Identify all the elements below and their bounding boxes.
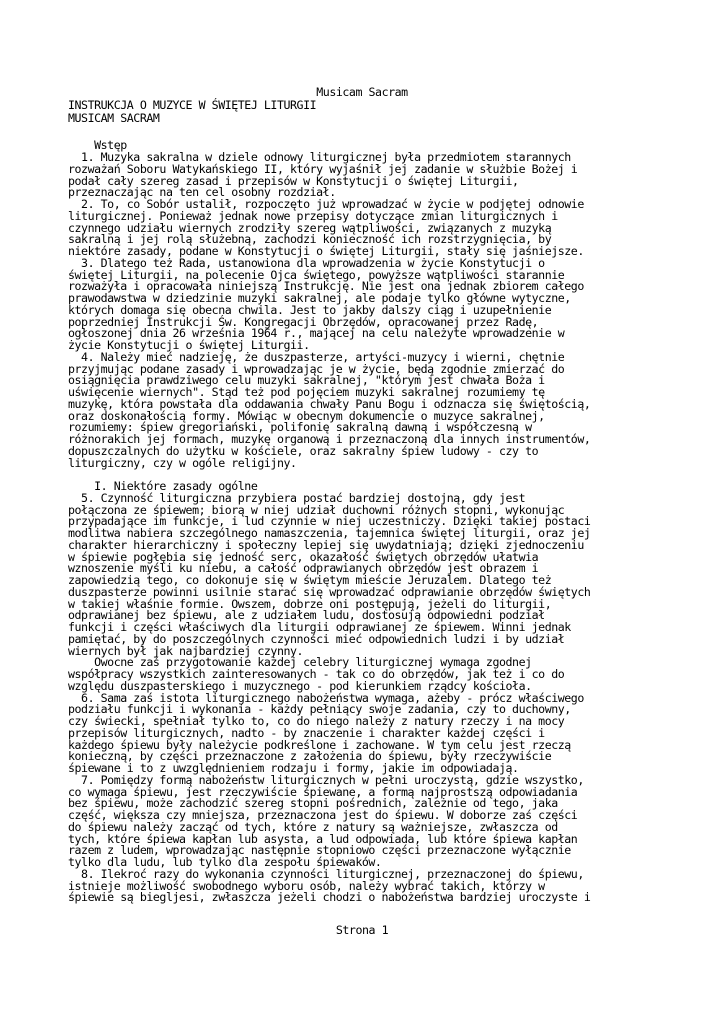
text-line: 6. Sama zaś istota liturgicznego nabożeństwa wymaga, ażeby - prócz właściwego [68,690,584,705]
text-line: świętej Liturgii, na polecenie Ojca świętego, powyższe wątpliwości starannie [68,267,565,282]
text-line: rozważyła i opracowała niniejszą Instrukcję. Nie jest ona jednak zbiorem całego [68,279,584,294]
text-line: modlitwa nabiera szczególnego namaszczenia, tajemnica świętej liturgii, oraz jej [68,526,591,540]
document-subtitle: MUSICAM SACRAM [68,111,160,125]
text-line: podziału funkcji i wykonania - każdy pełniący swoje zadania, czy to duchowny, [68,702,571,717]
text-line: przyjmując podane zasady i wprowadzając je w życie, będą zgodnie zmierzać do [68,361,565,376]
page-number: Strona 1 [335,923,389,937]
text-line: 2. To, co Sobór ustalił, rozpoczęto już wprowadzać w życie w podjętej odnowie [68,197,584,211]
text-line: prawodawstwa w dziedzinie muzyki sakralnej, ale podaje tylko główne wytyczne, [68,291,571,305]
text-line: duszpasterze powinni usilnie starać się wprowadzać odprawianie obrzędów świętych [68,584,591,599]
text-line: 4. Należy mieć nadzieję, że duszpasterze, artyści-muzycy i wierni, chętnie [68,349,565,364]
text-line: połączona ze śpiewem; biorą w niej udział duchowni różnych stopni, wykonując [68,502,565,517]
text-line: odprawianej bez śpiewu, ale z udziałem ludu, dostosują odpowiedni podział [68,608,545,623]
text-line: śpiewie są biegljesi, zwłaszcza jeżeli chodzi o nabożeństwa bardziej uroczyste i [68,890,591,905]
text-line: przeznaczając na ten cel osobny rozdział. [68,185,336,200]
text-line: I. Niektóre zasady ogólne [68,479,258,493]
text-line: poprzedniej Instrukcji Św. Kongregacji Obrzędów, opracowanej przez Radę, [68,314,539,329]
text-line: liturgicznej. Ponieważ jednak nowe przepisy dotyczące zmian liturgicznych i [68,208,558,223]
text-line: tylko dla ludu, lub tylko dla zespołu śpiewaków. [68,855,382,869]
text-line: liturgiczny, czy w ogóle religijny. [68,455,297,470]
text-line: niektóre zasady, podane w Konstytucji o świętej Liturgii, stały się jaśniejsze. [68,244,584,258]
text-line: co wymaga śpiewu, jest rzeczywiście śpiewane, a formą najprostszą odpowiadania [68,784,578,799]
text-line: podał cały szereg zasad i przepisów w Konstytucji o świętej Liturgii, [68,173,519,188]
text-line: rozważań Soboru Watykańskiego II, który wyjaśnił jej zadanie w służbie Bożej i [68,161,578,176]
text-line: czy świecki, spełniał tylko to, co do niego należy z natury rzeczy i na mocy [68,714,565,728]
text-line: ogłoszonej dnia 26 września 1964 r., mającej na celu należyte wprowadzenie w [68,326,565,341]
text-line: rozumiemy: śpiew gregoriański, polifonię sakralną dawną i współczesną w [68,420,532,435]
page-title: Musicam Sacram [316,85,408,99]
text-line: istnieje możliwość swobodnego wyboru osób, należy wybrać takich, którzy w [68,878,545,893]
text-line: charakter hierarchiczny i społeczny lepiej się uwydatniają; dzięki zjednoczeniu [68,537,584,552]
text-line: osiągnięcia prawdziwego celu muzyki sakralnej, "którym jest chwała Boża i [68,373,545,388]
text-line: konieczną, by części przeznaczone z założenia do śpiewu, były rzeczywiście [68,749,552,764]
text-line: 8. Ilekroć razy do wykonania czynności liturgicznej, przeznaczonej do śpiewu, [68,866,584,881]
text-line: śpiewane i to z uwzględnieniem rodzaju i formy, jakie im odpowiadają. [68,761,519,775]
text-line: część, większa czy mniejsza, przeznaczona jest do śpiewu. W doborze zaś części [68,808,578,822]
text-line: każdego śpiewu były należycie podkreślone i zachowane. W tym celu jest rzeczą [68,737,571,752]
text-line: zapowiedzią tego, co dokonuje się w świętym mieście Jeruzalem. Dlatego też [68,573,552,587]
text-line: do śpiewu należy zacząć od tych, które z natury są ważniejsze, zwłaszcza od [68,819,558,834]
text-line: w takiej właśnie formie. Owszem, dobrze oni postępują, jeżeli do liturgii, [68,596,552,611]
text-line: funkcji i części właściwych dla liturgii odprawianej ze śpiewem. Winni jednak [68,620,571,634]
text-line: pamiętać, by do poszczególnych czynności mieć odpowiednich ludzi i by udział [68,631,565,646]
text-line: względu duszpasterskiego i muzycznego - pod kierunkiem rządcy kościoła. [68,678,532,693]
text-line: uświęcenie wiernych". Stąd też pod pojęciem muzyki sakralnej rozumiemy tę [68,385,545,399]
text-line: których domaga się obecna chwila. Jest to jakby dalszy ciąg i uzupełnienie [68,302,552,317]
text-line: Owocne zaś przygotowanie każdej celebry liturgicznej wymaga zgodnej [68,655,532,670]
document-title: INSTRUKCJA O MUZYCE W ŚWIĘTEJ LITURGII [68,98,317,112]
text-line: Wstęp [68,138,127,153]
text-line: współpracy wszystkich zainteresowanych - tak co do obrzędów, jak też i co do [68,667,565,681]
text-line: dopuszczalnych do użytku w kościele, oraz sakralny śpiew ludowy - czy to [68,443,539,458]
text-line: różnorakich jej formach, muzykę organową i przeznaczoną dla innych instrumentów, [68,432,591,446]
text-line: 5. Czynność liturgiczna przybiera postać bardziej dostojną, gdy jest [68,490,526,505]
text-line: 1. Muzyka sakralna w dziele odnowy liturgicznej była przedmiotem starannych [68,150,571,164]
text-line: przepisów liturgicznych, nadto - by znaczenie i charakter każdej części i [68,725,545,740]
text-line: oraz doskonałością formy. Mówiąc w obecnym dokumencie o muzyce sakralnej, [68,408,545,423]
text-line: bez śpiewu, może zachodzić szereg stopni pośrednich, zależnie od tego, jaka [68,796,558,811]
text-line: czynnego udziału wiernych zrodziły szereg wątpliwości, związanych z muzyką [68,220,552,235]
text-line: 3. Dlatego też Rada, ustanowiona dla wprowadzenia w życie Konstytucji o [68,255,545,270]
text-line: wiernych był jak najbardziej czynny. [68,643,304,658]
text-line: tych, które śpiewa kapłan lub asysta, a lud odpowiada, lub które śpiewa kapłan [68,831,578,846]
text-line: muzykę, która powstała dla oddawania chwały Panu Bogu i odznacza się świętością, [68,396,591,411]
text-line: wznoszenie myśli ku niebu, a całość odprawianych obrzędów jest obrazem i [68,561,539,576]
text-line: razem z ludem, wprowadzając następnie stopniowo części przeznaczone wyłącznie [68,843,571,858]
text-line: życie Konstytucji o świętej Liturgii. [68,338,310,352]
text-line: 7. Pomiędzy formą nabożeństw liturgicznych w pełni uroczystą, gdzie wszystko, [68,772,584,787]
text-line: w śpiewie pogłębia się jedność serc, okazałość świętych obrzędów ułatwia [68,549,539,564]
text-line: sakralną i jej rolą służebną, zachodzi konieczność ich rozstrzygnięcia, by [68,232,552,247]
text-line: przypadające im funkcje, i lud czynnie w niej uczestniczy. Dzięki takiej postaci [68,514,591,529]
